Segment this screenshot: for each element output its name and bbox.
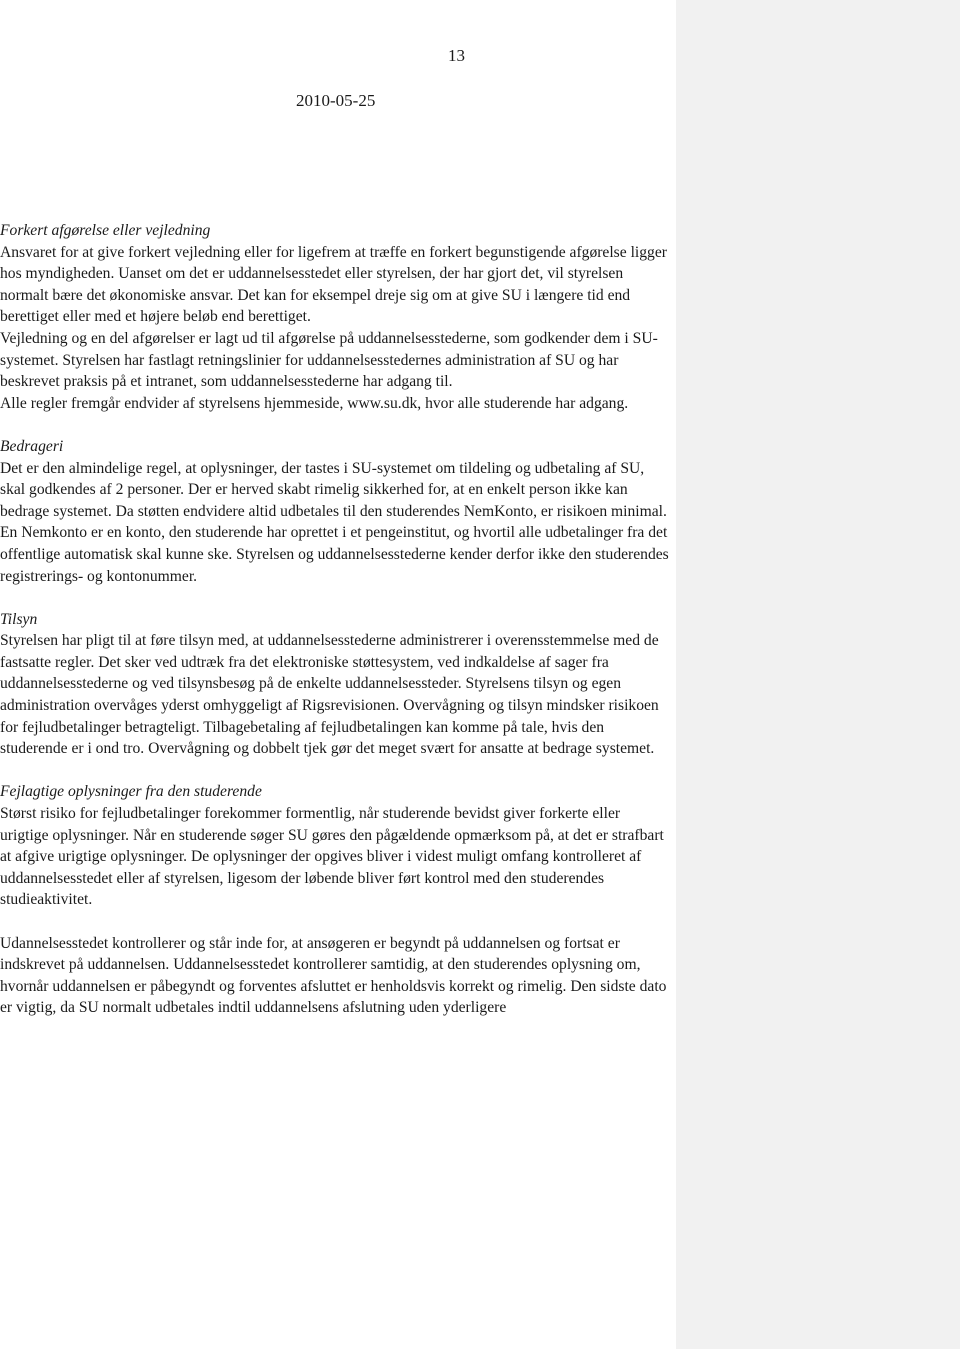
section-uddannelsessted-kontrol bbox=[0, 933, 672, 1019]
section-bedrageri bbox=[0, 436, 672, 587]
document-body bbox=[0, 220, 672, 1019]
section-heading: Bedrageri bbox=[0, 437, 64, 455]
page-number: 13 bbox=[448, 46, 465, 65]
paragraph-gap bbox=[0, 414, 672, 436]
paragraph: Størst risiko for fejludbetalinger forekommer formentlig, når studerende bevidst giver forkerte eller urigtige oplysninger. Når en studerende søger SU gøres den pågældende opmærksom på, at det er strafbart at afgive urigtige oplysninger. De oplysninger der opgives bliver i videst muligt omfang kontrolleret af uddannelsesstedet eller af styrelsen, ligesom der løbende bliver ført kontrol med den studerendes studieaktivitet. bbox=[0, 805, 664, 909]
section-heading: Fejlagtige oplysninger fra den studerende bbox=[0, 783, 262, 801]
section-forkert-afgoerelse bbox=[0, 220, 672, 414]
comment-margin-panel bbox=[676, 0, 960, 1349]
section-fejlagtige-oplysninger bbox=[0, 781, 672, 911]
section-heading: Forkert afgørelse eller vejledning bbox=[0, 222, 211, 239]
paragraph-gap bbox=[0, 587, 672, 609]
paragraph: Det er den almindelige regel, at oplysninger, der tastes i SU-systemet om tildeling og udbetaling af SU, skal godkendes af 2 personer. Der er herved skabt rimelig sikkerhed for, at en enkelt person ikke kan bedrage systemet. Da støtten endvidere altid udbetales til den studerendes NemKonto, er risikoen minimal. En Nemkonto er en konto, den studerende har oprettet i et pengeinstitut, og hvortil alle udbetalinger fra det offentlige automatisk skal kunne ske. Styrelsen og uddannelsesstederne kender derfor ikke den studerendes registrerings- og kontonummer. bbox=[0, 459, 669, 585]
section-tilsyn bbox=[0, 609, 672, 760]
paragraph: Udannelsesstedet kontrollerer og står inde for, at ansøgeren er begyndt på uddannelsen og fortsat er indskrevet på uddannelsen. Uddannelsesstedet kontrollerer samtidig, at den studerendes oplysning om, hvornår uddannelsen er påbegyndt og forventes afsluttet er henholdsvis korrekt og rimelig. Den sidste dato er vigtig, da SU normalt udbetales indtil uddannelsens afslutning uden yderligere bbox=[0, 934, 667, 1017]
section-heading: Tilsyn bbox=[0, 610, 38, 628]
page-date: 2010-05-25 bbox=[296, 91, 376, 110]
paragraph-gap bbox=[0, 911, 672, 933]
paragraph: Alle regler fremgår endvider af styrelsens hjemmeside, www.su.dk, hvor alle studerende har adgang. bbox=[0, 394, 629, 412]
paragraph-gap bbox=[0, 760, 672, 782]
paragraph: Vejledning og en del afgørelser er lagt ud til afgørelse på uddannelsesstederne, som godkender dem i SU-systemet. Styrelsen har fastlagt retningslinier for uddannelsesstedernes administration af SU og har beskrevet praksis på et intranet, som uddannelsesstederne har adgang til. bbox=[0, 329, 658, 391]
paragraph: Styrelsen har pligt til at føre tilsyn med, at uddannelsesstederne administrerer i overensstemmelse med de fastsatte regler. Det sker ved udtræk fra det elektroniske støttesystem, ved indkaldelse af sager fra uddannelsesstederne og ved tilsynsbesøg på de enkelte uddannelsessteder. Styrelsens tilsyn og egen administration overvåges yderst omhyggeligt af Rigsrevisionen. Overvågning og tilsyn mindsker risikoen for fejludbetalinger betragteligt. Tilbagebetaling af fejludbetalingen kan komme på tale, hvis den studerende er i ond tro. Overvågning og dobbelt tjek gør det meget svært for ansatte at bedrage systemet. bbox=[0, 632, 659, 758]
paragraph: Ansvaret for at give forkert vejledning eller for ligefrem at træffe en forkert begunstigende afgørelse ligger hos myndigheden. Uanset om det er uddannelsesstedet eller styrelsen, der har gjort det, vil styrelsen normalt bære det økonomiske ansvar. Det kan for eksempel dreje sig om at give SU i længere tid end berettiget eller med et højere beløb end berettiget. bbox=[0, 243, 667, 326]
